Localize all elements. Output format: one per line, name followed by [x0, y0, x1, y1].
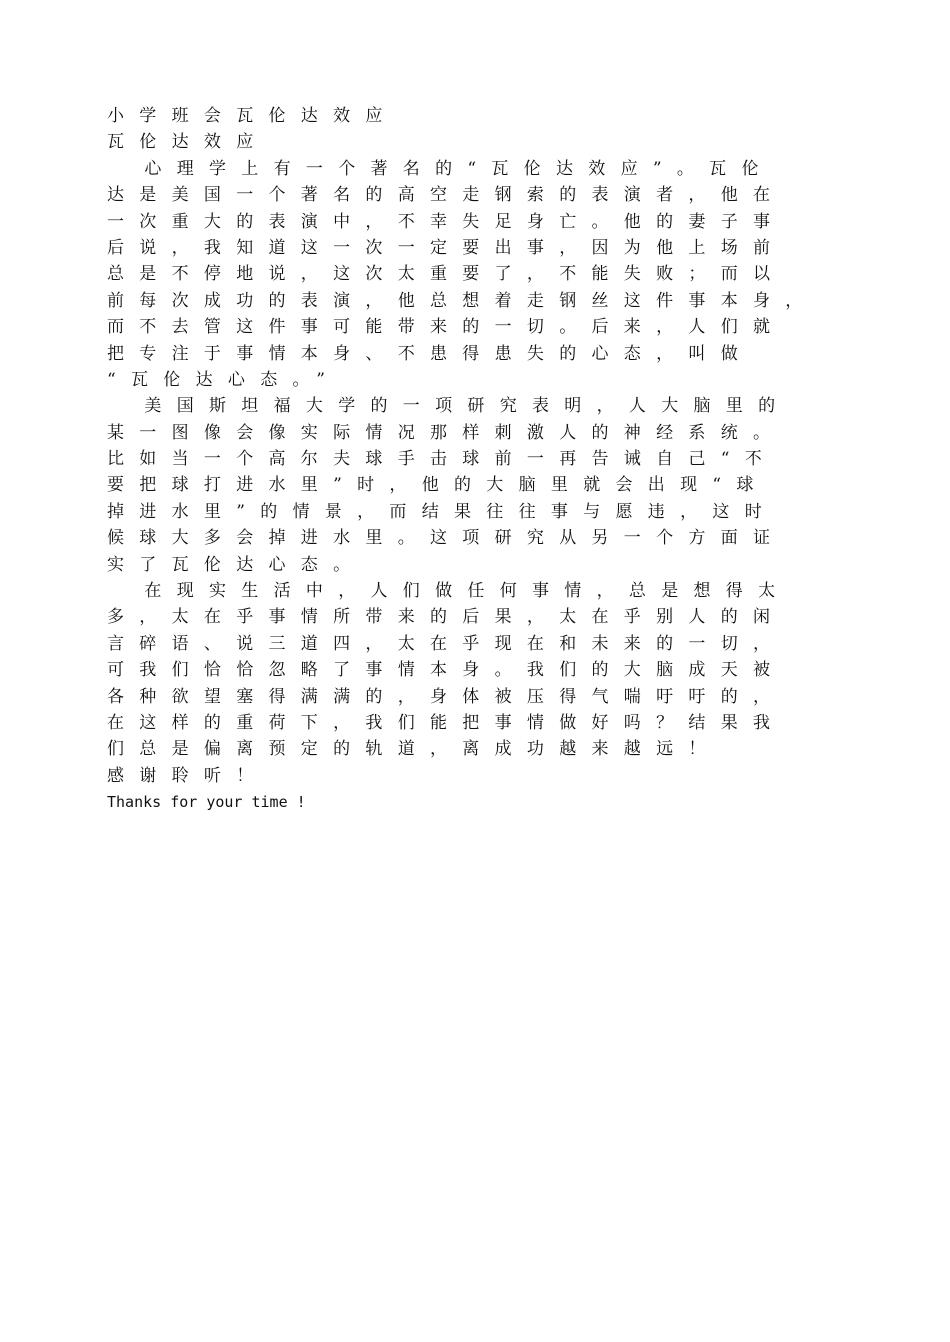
paragraph-2-line: 候球大多会掉进水里。这项研究从另一个方面证 [107, 528, 786, 549]
paragraph-1-line: 一次重大的表演中，不幸失足身亡。他的妻子事 [107, 211, 786, 232]
paragraph-1-line: 后说，我知道这一次一定要出事，因为他上场前 [107, 237, 786, 258]
document-subtitle: 瓦伦达效应 [107, 132, 269, 153]
closing-english-mark: ! [296, 793, 306, 812]
paragraph-3-line: 各种欲望塞得满满的，身体被压得气喘吁吁的， [107, 686, 786, 707]
paragraph-3-line: 在现实生活中，人们做任何事情，总是想得太 [144, 581, 791, 602]
paragraph-1-line: 前每次成功的表演，他总想着走钢丝这件事本身， [107, 290, 818, 311]
paragraph-3-line: 多，太在乎事情所带来的后果，太在乎别人的闲 [107, 607, 786, 628]
paragraph-3 [107, 578, 867, 763]
paragraph-2-line: 某一图像会像实际情况那样刺激人的神经系统。 [107, 422, 786, 443]
document-body [107, 103, 867, 816]
paragraph-3-line: 言碎语、说三道四，太在乎现在和未来的一切， [107, 633, 786, 654]
paragraph-2-line: 要把球打进水里”时，他的大脑里就会出现“球 [107, 475, 769, 496]
paragraph-2-line: 美国斯坦福大学的一项研究表明，人大脑里的 [144, 396, 791, 417]
paragraph-2 [107, 393, 867, 578]
paragraph-1-line: 而不去管这件事可能带来的一切。后来，人们就 [107, 317, 786, 338]
paragraph-2-line: 实了瓦伦达心态。 [107, 554, 366, 575]
document-title: 小学班会瓦伦达效应 [107, 106, 398, 126]
paragraph-3-line: 们总是偏离预定的轨道，离成功越来越远！ [107, 739, 721, 760]
paragraph-2-line: 掉进水里”的情景，而结果往往事与愿违，这时 [107, 501, 777, 522]
paragraph-3-line: 可我们恰恰忽略了事情本身。我们的大脑成天被 [107, 660, 786, 681]
closing-english [107, 789, 867, 815]
paragraph-1-line: 心理学上有一个著名的“瓦伦达效应”。瓦伦 [144, 158, 774, 179]
paragraph-1-line: 总是不停地说，这次太重要了，不能失败；而以 [107, 264, 786, 285]
paragraph-3-line: 在这样的重荷下，我们能把事情做好吗？结果我 [107, 712, 786, 733]
closing-chinese: 感谢聆听！ [107, 765, 269, 786]
paragraph-1-line: 达是美国一个著名的高空走钢索的表演者，他在 [107, 185, 786, 206]
paragraph-1-line: 把专注于事情本身、不患得患失的心态，叫做 [107, 343, 753, 364]
paragraph-2-line: 比如当一个高尔夫球手击球前一再告诫自己“不 [107, 449, 777, 470]
paragraph-1-line: “瓦伦达心态。” [107, 369, 341, 390]
closing-english-text: Thanks for your time [107, 793, 288, 812]
paragraph-1 [107, 156, 867, 394]
